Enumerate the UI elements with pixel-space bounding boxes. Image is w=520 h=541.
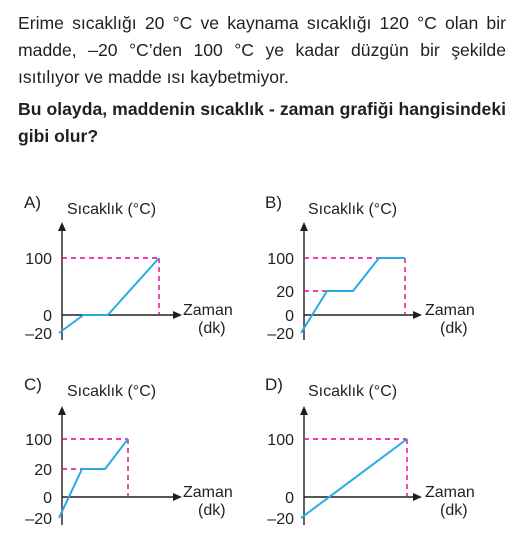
y-tick-label: –20 bbox=[267, 511, 294, 528]
question-stem: Erime sıcaklığı 20 °C ve kaynama sıcaklığı 120 °C olan bir madde, –20 °C’den 100 °C ye kadar düzgün bir şekilde ısıtılıyor ve madde ısı kaybetmiyor. bbox=[18, 13, 506, 87]
y-tick-label: 100 bbox=[267, 251, 294, 268]
axes bbox=[300, 406, 422, 525]
x-axis-label-line2: (dk) bbox=[198, 320, 226, 337]
x-axis-label-line1: Zaman bbox=[183, 302, 233, 319]
y-tick-label: –20 bbox=[267, 326, 294, 343]
y-axis-arrow bbox=[300, 406, 308, 415]
temperature-line bbox=[301, 439, 407, 518]
y-tick-labels bbox=[267, 432, 294, 528]
y-tick-label: –20 bbox=[25, 511, 52, 528]
option-label: C) bbox=[24, 375, 42, 394]
x-axis-label-line1: Zaman bbox=[425, 302, 475, 319]
y-axis-label: Sıcaklık (°C) bbox=[67, 201, 157, 218]
series-line bbox=[301, 439, 407, 518]
x-axis-arrow bbox=[413, 493, 422, 501]
y-tick-label: 0 bbox=[43, 490, 52, 507]
y-tick-label: 20 bbox=[276, 284, 294, 301]
y-axis-label: Sıcaklık (°C) bbox=[308, 383, 398, 400]
x-axis-label-line1: Zaman bbox=[183, 484, 233, 501]
y-tick-label: –20 bbox=[25, 326, 52, 343]
guide-lines bbox=[304, 439, 407, 497]
y-tick-label: 100 bbox=[25, 432, 52, 449]
x-axis-label-line2: (dk) bbox=[440, 502, 468, 519]
option-label: B) bbox=[265, 193, 282, 212]
y-tick-label: 0 bbox=[285, 490, 294, 507]
option-label: D) bbox=[265, 375, 283, 394]
question-prompt: Bu olayda, maddenin sıcaklık - zaman grafiği hangisindeki gibi olur? bbox=[18, 99, 506, 146]
x-axis-label-line2: (dk) bbox=[198, 502, 226, 519]
x-axis-label-line1: Zaman bbox=[425, 484, 475, 501]
y-tick-label: 20 bbox=[34, 462, 52, 479]
y-tick-label: 100 bbox=[267, 432, 294, 449]
y-axis-label: Sıcaklık (°C) bbox=[67, 383, 157, 400]
y-tick-label: 0 bbox=[285, 308, 294, 325]
x-axis-label-line2: (dk) bbox=[440, 320, 468, 337]
y-axis-label: Sıcaklık (°C) bbox=[308, 201, 398, 218]
y-tick-label: 0 bbox=[43, 308, 52, 325]
option-label: A) bbox=[24, 193, 41, 212]
y-tick-label: 100 bbox=[25, 251, 52, 268]
